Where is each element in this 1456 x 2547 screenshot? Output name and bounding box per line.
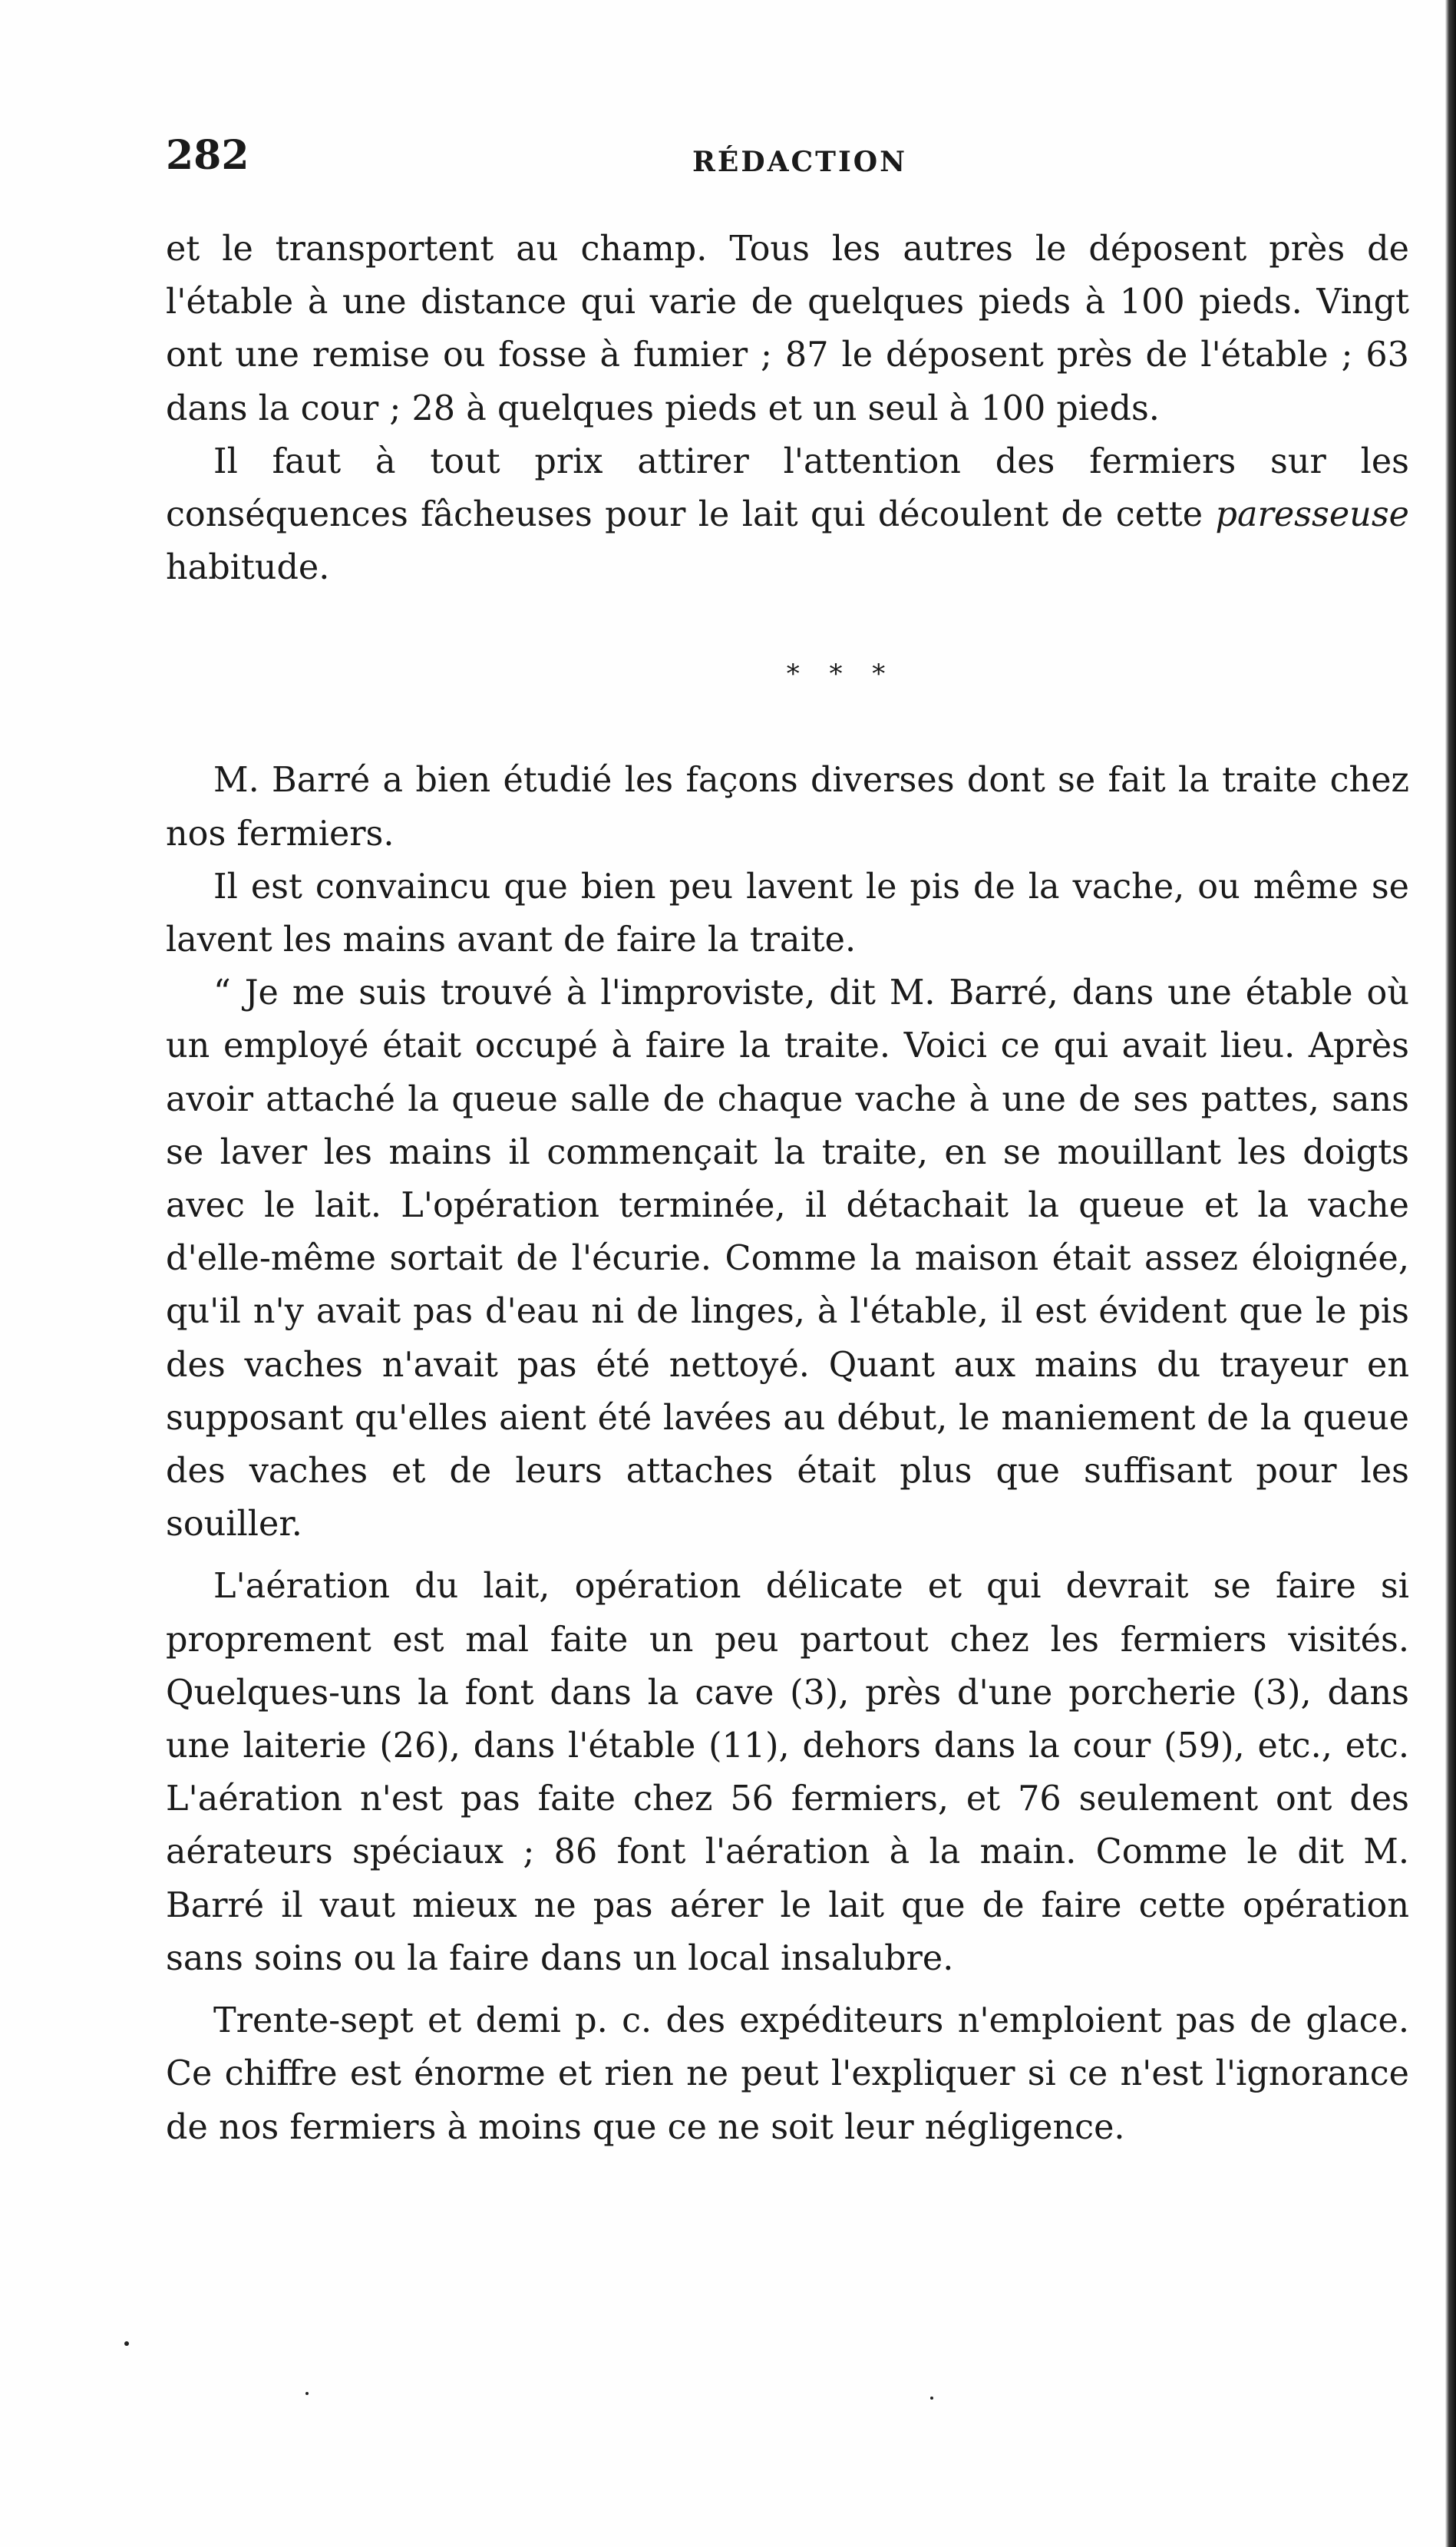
body-text bbox=[166, 223, 1409, 2154]
print-speck bbox=[305, 2392, 309, 2395]
paragraph-gap bbox=[166, 1985, 1409, 1994]
print-speck bbox=[124, 2341, 129, 2346]
paragraph-gap bbox=[166, 1551, 1409, 1560]
section-separator: * * * bbox=[786, 659, 896, 690]
paragraph-quotation: “ Je me suis trouvé à l'improviste, dit M. Barré, dans une étable où un employé était occupé à faire la traite. Voici ce qui avait lieu. Après avoir attaché la queue salle de chaque vache à une de ses pattes, sans se laver les mains il commençait la traite, en se mouillant les doigts avec le lait. L'opération terminée, il détachait la queue et la vache d'elle-même sortait de l'écurie. Comme la maison était assez éloignée, qu'il n'y avait pas d'eau ni de linges, à l'étable, il est évident que le pis des vaches n'avait pas été nettoyé. Quant aux mains du trayeur en supposant qu'elles aient été lavées au début, le maniement de la queue des vaches et de leurs attaches était plus que suffisant pour les souiller. bbox=[166, 973, 1409, 1544]
page-number: 282 bbox=[166, 132, 249, 179]
page-edge-shadow bbox=[1445, 0, 1456, 2547]
italic-word: paresseuse bbox=[1215, 495, 1409, 535]
running-head: RÉDACTION bbox=[692, 146, 908, 178]
paragraph-milking-study: M. Barré a bien étudié les façons diverses dont se fait la traite chez nos fermiers. bbox=[166, 761, 1409, 854]
print-speck bbox=[930, 2397, 933, 2400]
page-header bbox=[166, 129, 1409, 183]
paragraph-aeration: L'aération du lait, opération délicate et qui devrait se faire si proprement est mal faite un peu partout chez les fermiers visités. Quelques-uns la font dans la cave (3), près d'une porcherie (3), dans une laiterie (26), dans l'étable (11), dehors dans la cour (59), etc., etc. L'aération n'est pas faite chez 56 fermiers, et 76 seulement ont des aérateurs spéciaux ; 86 font l'aération à la main. Comme le dit M. Barré il vaut mieux ne pas aérer le lait que de faire cette opération sans soins ou la faire dans un local insalubre. bbox=[166, 1567, 1409, 1978]
paragraph-ice: Trente-sept et demi p. c. des expéditeurs n'emploient pas de glace. Ce chiffre est énorme et rien ne peut l'expliquer si ce n'est l'ignorance de nos fermiers à moins que ce ne soit leur négligence. bbox=[166, 2001, 1409, 2147]
paragraph-text: Il faut à tout prix attirer l'attention des fermiers sur les conséquences fâcheuses pour le lait qui découlent de cette bbox=[166, 441, 1409, 535]
paragraph-washing: Il est convaincu que bien peu lavent le pis de la vache, ou même se lavent les mains avant de faire la traite. bbox=[166, 867, 1409, 960]
paragraph-manure-storage: et le transportent au champ. Tous les autres le déposent près de l'étable à une distance qui varie de quelques pieds à 100 pieds. Vingt ont une remise ou fosse à fumier ; 87 le déposent près de l'étable ; 63 dans la cour ; 28 à quelques pieds et un seul à 100 pieds. bbox=[166, 230, 1409, 428]
paragraph-text: habitude. bbox=[166, 548, 330, 588]
paragraph-farmers-attention bbox=[166, 435, 1409, 595]
